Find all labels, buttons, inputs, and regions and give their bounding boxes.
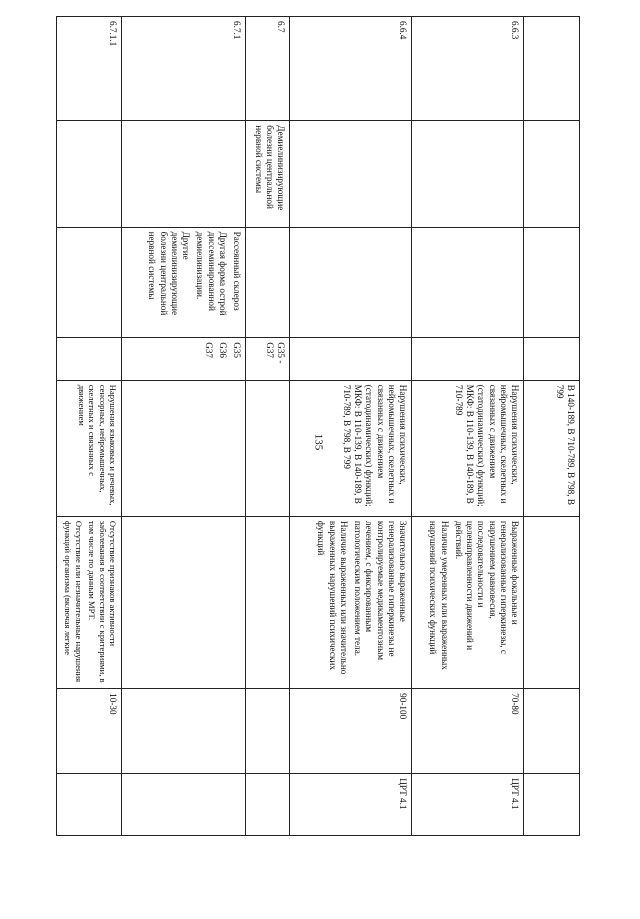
impairment-cell: Нарушения психических, нейромышечных, скелетных и связанных с движением (статодинамических) функций; МКФ: B 110-139, B 140-189, B 710-789, B 798, B 799 [290, 380, 412, 516]
group-cell [122, 121, 246, 227]
impairment-cell [246, 380, 290, 516]
criteria-text: Значительно выраженные генерализованные гиперкинезы не контролируемые медикаментозным лечением, с фиксированным патологическим положением тела. [353, 520, 408, 661]
code-cell: 6.7.1.1 [56, 17, 121, 121]
code-cell: 6.7.1 [122, 17, 246, 121]
disease-cell [122, 227, 246, 338]
code-cell: 6.7 [246, 17, 290, 121]
percent-cell: 70-80 [412, 689, 524, 774]
disease-name: Другие демиелинизирующие болезни центральной нервной системы [147, 231, 192, 316]
reference-cell [246, 774, 290, 836]
reference-cell: ЦРТ 4.1 [412, 774, 524, 836]
disease-cell [246, 227, 290, 338]
impairment-cell: B 140-189, B 710-789, B 798, B 799 [524, 380, 580, 516]
group-cell [412, 121, 524, 227]
code-cell: 6.6.3 [412, 17, 524, 121]
table-row [122, 17, 246, 836]
table-row [524, 17, 580, 836]
percent-cell [122, 689, 246, 774]
code-cell: 6.6.4 [290, 17, 412, 121]
icd-cell [412, 338, 524, 381]
impairment-cell: Нарушения языковых и речевых, сенсорных, нейромышечных, скелетных и связанных с движением [56, 380, 121, 516]
disease-cell [412, 227, 524, 338]
criteria-cell [56, 516, 121, 688]
table-row [290, 17, 412, 836]
icd-cell: G35 - G37 [246, 338, 290, 381]
percent-cell [246, 689, 290, 774]
reference-cell: ЦРТ 4.1 [290, 774, 412, 836]
icd-cell [290, 338, 412, 381]
rotated-table-container [63, 16, 580, 836]
criteria-cell [122, 516, 246, 688]
criteria-cell [246, 516, 290, 688]
reference-cell [56, 774, 121, 836]
icd-code: G36 [217, 342, 228, 359]
group-cell: Демиелинизирующие болезни центральной нервной системы [246, 121, 290, 227]
table-row [412, 17, 524, 836]
icd-cell [56, 338, 121, 381]
disease-cell [56, 227, 121, 338]
criteria-text: Отсутствие признаков активности заболевания в соответствии с критериями, в том числе по данным МРТ. [87, 520, 118, 683]
icd-cell [122, 338, 246, 381]
disease-name: Рассеянный склероз [232, 231, 242, 311]
page-number: 135 [312, 433, 325, 451]
impairment-cell [122, 380, 246, 516]
criteria-text: Отсутствие или незначительные нарушения функций организма (включая легкие [63, 520, 84, 683]
disease-cell [290, 227, 412, 338]
criteria-cell [524, 516, 580, 688]
percent-cell: 90-100 [290, 689, 412, 774]
table-row [56, 17, 121, 836]
criteria-cell [412, 516, 524, 688]
reference-cell [524, 774, 580, 836]
group-cell [524, 121, 580, 227]
icd-cell [524, 338, 580, 381]
percent-cell: 10-30 [56, 689, 121, 774]
icd-code: G37 [203, 342, 214, 359]
disability-criteria-table [56, 16, 580, 836]
icd-code: G35 [232, 342, 242, 359]
percent-cell [524, 689, 580, 774]
disease-cell [524, 227, 580, 338]
criteria-text: Выраженные фокальные и генерализованные гиперкинезы, с нарушением равновесия, последовательности и целенаправленности движений и действий. [453, 520, 520, 654]
group-cell [56, 121, 121, 227]
impairment-cell: Нарушения психических, нейромышечных, скелетных и связанных с движением (статодинамических) функций; МКФ: B 110-139, B 140-189, B 710-789 [412, 380, 524, 516]
reference-cell [122, 774, 246, 836]
table-row [246, 17, 290, 836]
criteria-cell [290, 516, 412, 688]
disease-name: Другая форма острой диссеминированной демиелинизации. [195, 231, 228, 316]
group-cell [290, 121, 412, 227]
criteria-text: Наличие выраженных или значительно выраженных нарушений психических функций [316, 520, 349, 675]
criteria-text: Наличие умеренных или выраженных нарушений психических функций [428, 520, 450, 670]
code-cell [524, 17, 580, 121]
